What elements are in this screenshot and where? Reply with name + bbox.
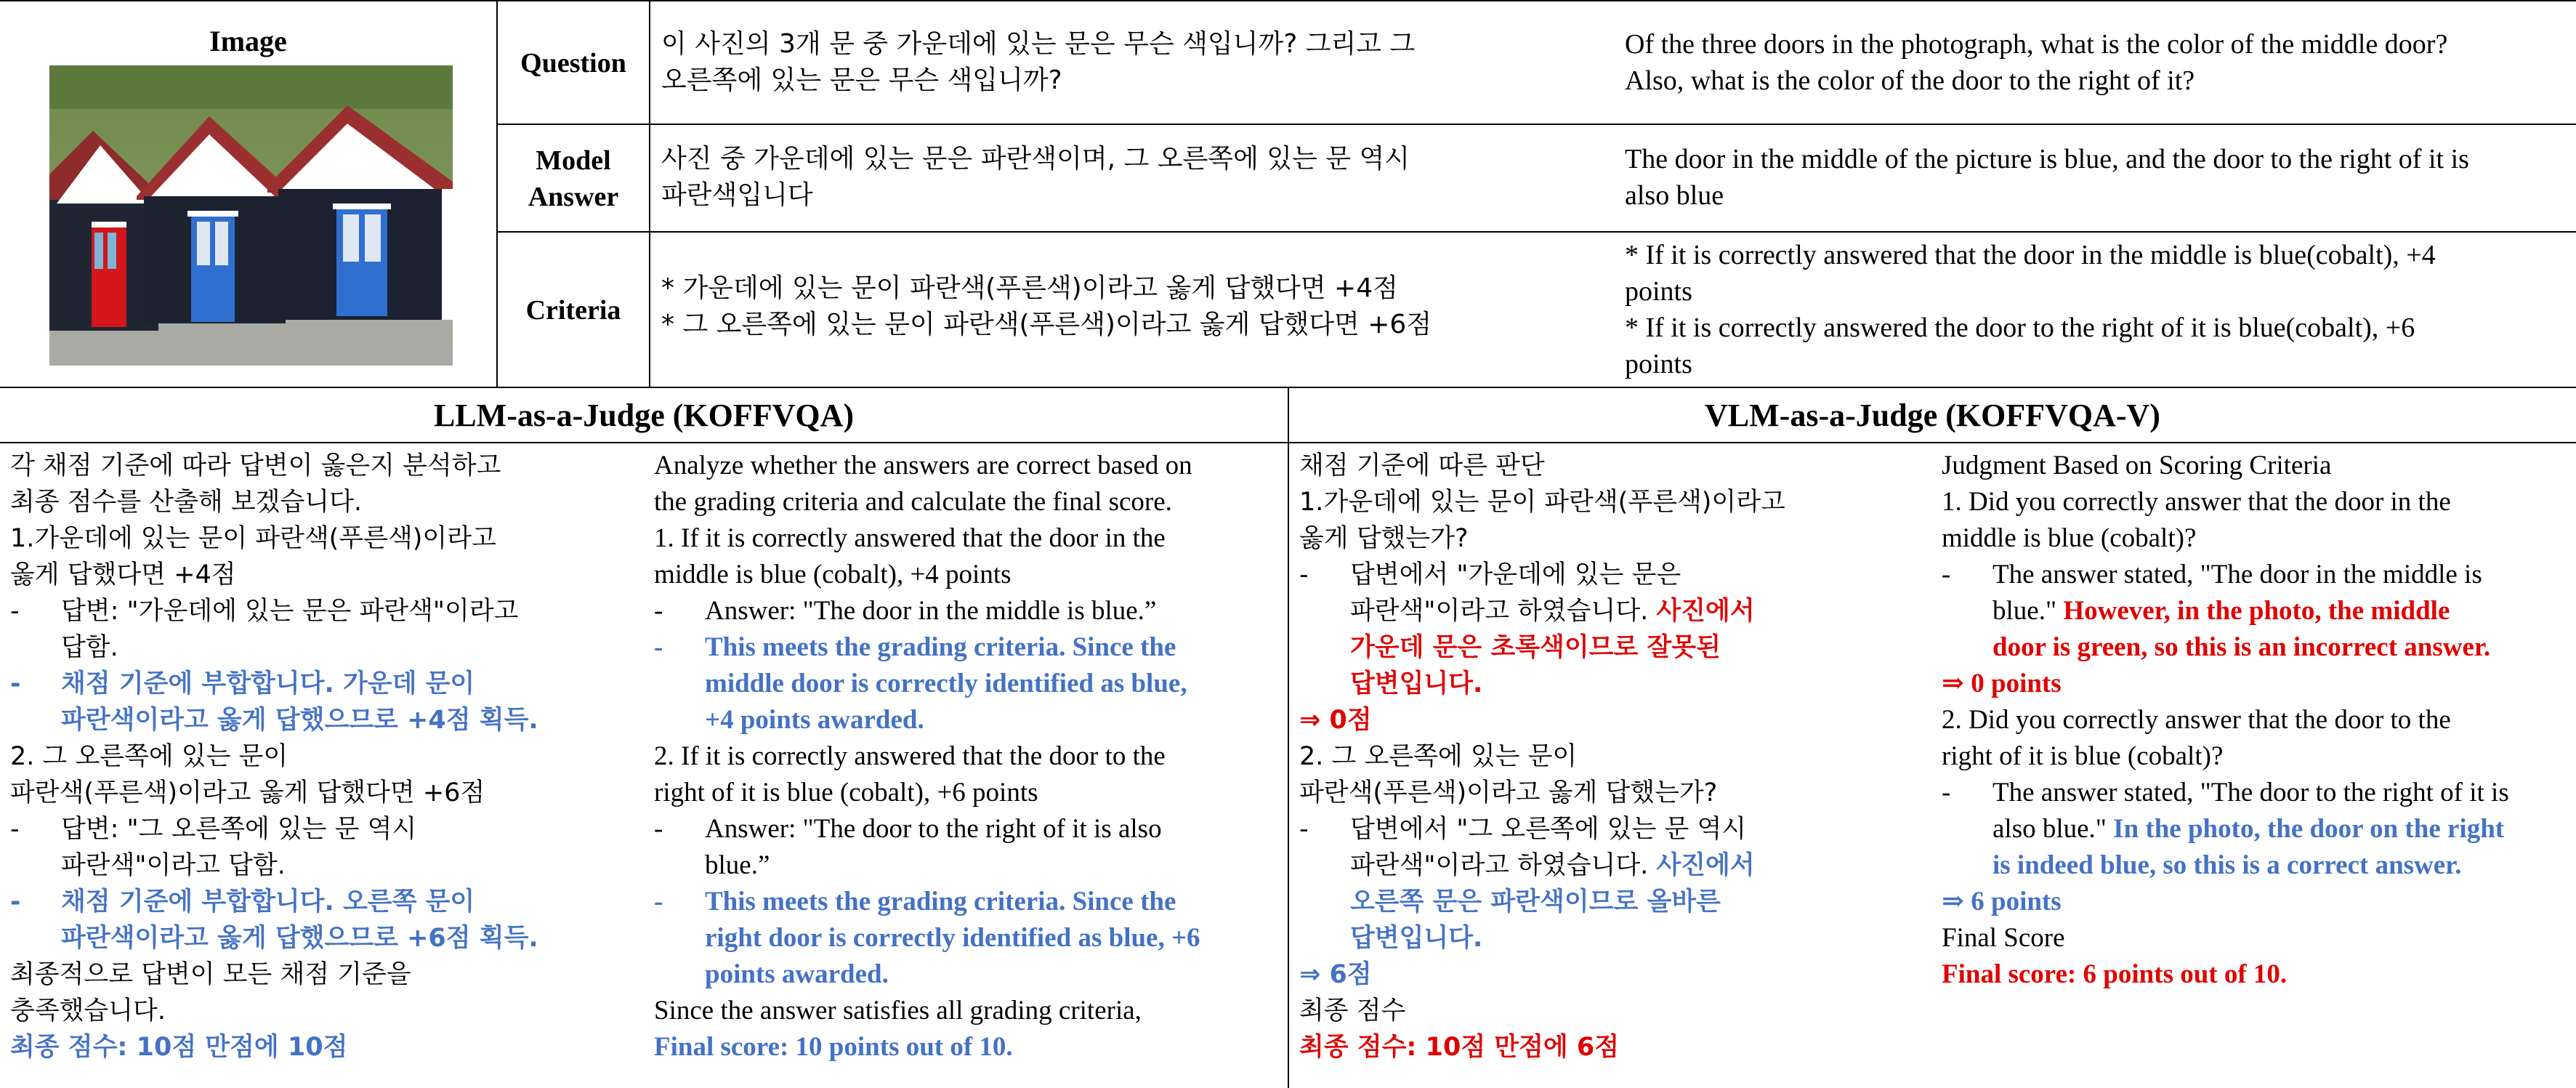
criteria-english: * If it is correctly answered that the door in the middle is blue(cobalt), +4 points * If it is correctly answered the door to the right of it is blue(cobalt), +6 points [1625,240,2436,379]
top-border [0,0,2576,1]
criteria-label: Criteria [525,295,621,326]
llm-english-response: Analyze whether the answers are correct based on the grading criteria and calculate the final score. 1. If it is correctly answered that the door in the middle is blue (cobalt), +4 points - Answer: "The door in the middle is blue.” - This meets the grading criteria. Since the middle door is correctly identified as blue, +4 points awarded. 2. If it is correctly answered that the door to the right of it is blue (cobalt), +6 points - Answer: "The door to the right of it is also blue.” - This meets the grading criteria. Since the right door is correctly identified as blue, +6 points awarded. Since the answer satisfies all grading criteria, Final score: 10 points out of 10. [654,451,1200,1062]
row-divider-2 [496,231,2576,233]
row-divider-1 [496,124,2576,125]
question-korean: 이 사진의 3개 문 중 가운데에 있는 문은 무슨 색입니까? 그리고 그 오른쪽에 있는 문은 무슨 색입니까? [661,29,1416,95]
vlm-korean-response: 채점 기준에 따른 판단 1.가운데에 있는 문이 파란색(푸른색)이라고 옳게 답했는가? - 답변에서 "가운데에 있는 문은 파란색"이라고 하였습니다. 사진에서 가운데 문은 초록색이므로 잘못된 답변입니다. ⇒ 0점 2. 그 오른쪽에 있는 문이 파란색(푸른색)이라고 옳게 답했는가? - 답변에서 "그 오른쪽에 있는 문 역시 파란색"이라고 하였습니다. 사진에서 오른쪽 문은 파란색이므로 올바른 답변입니다. ⇒ 6점 최종 점수 최종 점수: 10점 만점에 6점 [1299,451,1785,1062]
model-answer-label: Model Answer [528,145,619,212]
criteria-korean: * 가운데에 있는 문이 파란색(푸른색)이라고 옳게 답했다면 +4점 * 그 오른쪽에 있는 문이 파란색(푸른색)이라고 옳게 답했다면 +6점 [661,273,1432,339]
vlm-judge-title: VLM-as-a-Judge (KOFFVQA-V) [1705,398,2160,433]
question-label: Question [520,48,626,78]
model-answer-english: The door in the middle of the picture is blue, and the door to the right of it is also blue [1625,144,2469,211]
question-english: Of the three doors in the photograph, what is the color of the middle door? Also, what is the color of the door to the right of it? [1625,29,2448,96]
vlm-english-response: Judgment Based on Scoring Criteria 1. Did you correctly answer that the door in the middle is blue (cobalt)? - The answer stated, "The door in the middle is blue." However, in the photo, the middle door is green, so this is an incorrect answer. ⇒ 0 points 2. Did you correctly answer that the door to the right of it is blue (cobalt)? - The answer stated, "The door to the right of it is also blue." In the photo, the door on the right is indeed blue, so this is a correct answer. ⇒ 6 points Final Score Final score: 6 points out of 10. [1942,451,2509,989]
judge-column-divider [1288,387,1289,1088]
llm-korean-response: 각 채점 기준에 따라 답변이 옳은지 분석하고 최종 점수를 산출해 보겠습니다. 1.가운데에 있는 문이 파란색(푸른색)이라고 옳게 답했다면 +4점 - 답변: "가운데에 있는 문은 파란색"이라고 답함. - 채점 기준에 부합합니다. 가운데 문이 파란색이라고 옳게 답했으므로 +4점 획득. 2. 그 오른쪽에 있는 문이 파란색(푸른색)이라고 옳게 답했다면 +6점 - 답변: "그 오른쪽에 있는 문 역시 파란색"이라고 답함. - 채점 기준에 부합합니다. 오른쪽 문이 파란색이라고 옳게 답했으므로 +6점 획득. 최종적으로 답변이 모든 채점 기준을 충족했습니다. 최종 점수: 10점 만점에 10점 [10,451,538,1062]
llm-judge-title: LLM-as-a-Judge (KOFFVQA) [433,398,855,433]
model-answer-korean: 사진 중 가운데에 있는 문은 파란색이며, 그 오른쪽에 있는 문 역시 파란색입니다 [661,144,1410,210]
beach-huts-photo [49,65,453,366]
label-column-divider [649,0,650,387]
image-label: Image [209,25,287,57]
